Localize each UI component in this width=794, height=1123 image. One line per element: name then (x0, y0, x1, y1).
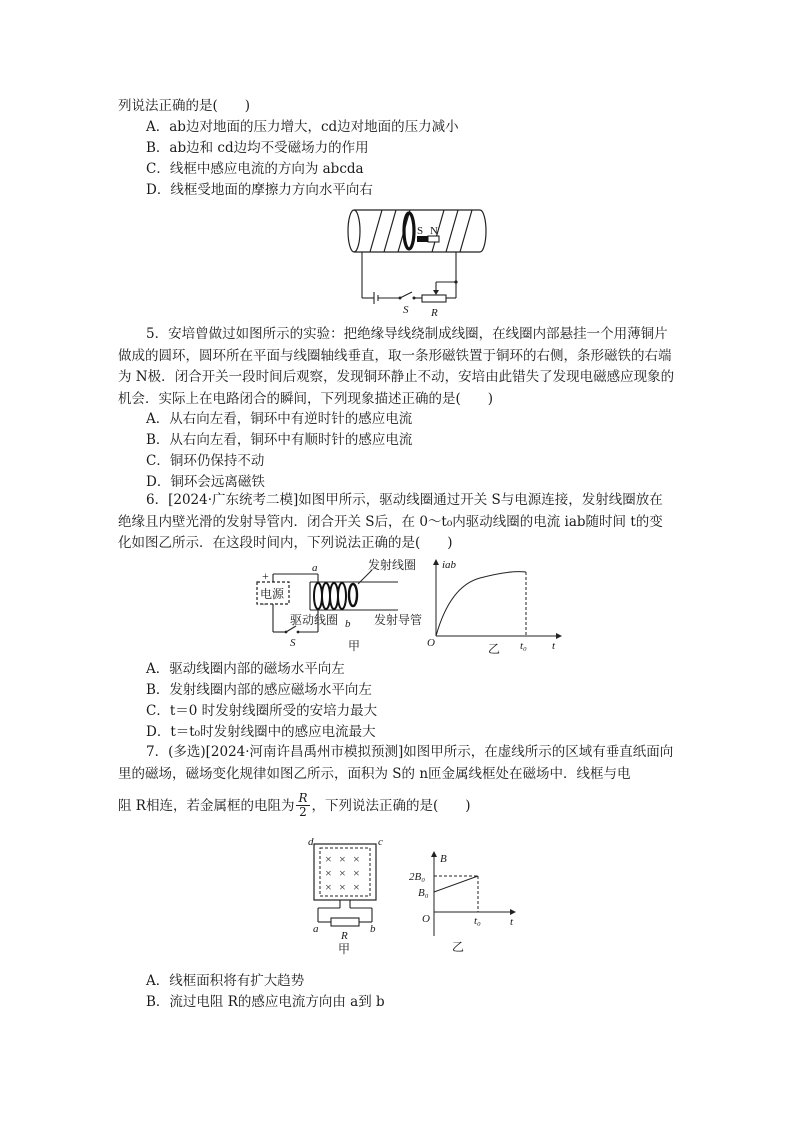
minus-sign: − (262, 597, 269, 611)
t0-tick-7: t₀ (474, 915, 481, 927)
svg-text:×: × (353, 866, 360, 880)
solenoid-figure (340, 200, 500, 320)
switch-s-label: S (403, 304, 409, 316)
switch-s-label-6: S (290, 637, 296, 649)
resistor-r-label: R (431, 307, 438, 319)
q6-figure-jia (252, 556, 432, 656)
q6-option-c: C．t＝0 时发射线圈所受的安培力最大 (146, 703, 378, 719)
q5-option-c: C．铜环仍保持不动 (146, 453, 265, 469)
corner-d-label: d (308, 836, 314, 848)
q4-option-c: C．线框中感应电流的方向为 abcda (146, 161, 364, 177)
two-b0-tick: 2B₀ (409, 871, 426, 883)
q6-option-a: A．驱动线圈内部的磁场水平向左 (146, 661, 345, 677)
q6-option-b: B．发射线圈内部的感应磁场水平向左 (146, 682, 372, 698)
yi-label-7: 乙 (452, 940, 465, 954)
svg-text:×: × (339, 866, 346, 880)
fraction-r-over-2: R 2 (298, 791, 308, 819)
svg-text:×: × (325, 880, 332, 894)
svg-text:×: × (339, 852, 346, 866)
tube-label: 发射导管 (374, 613, 423, 627)
yi-caption: 乙 (488, 642, 501, 656)
q7-stem-line1: 7．(多选)[2024·河南许昌禹州市模拟预测]如图甲所示，在虚线所示的区域有垂直纸面向里的磁场，磁场变化规律如图乙所示，面积为 S的 n匝金属线框处在磁场中．线框与电 (118, 744, 674, 782)
origin-7: O (422, 913, 430, 925)
q4-option-d: D．线框受地面的摩擦力方向水平向右 (146, 182, 373, 198)
q6-option-d: D．t＝t₀时发射线圈中的感应电流最大 (146, 724, 376, 740)
q5-stem: 5．安培曾做过如图所示的实验：把绝缘导线绕制成线圈，在线圈内部悬挂一个用薄铜片做成的圆环，圆环所在平面与线圈轴线垂直，取一条形磁铁置于铜环的右侧，条形磁铁的右端为 N极．闭合开关一段时间后观察，发现铜环静止不动，安培由此错失了发现电磁感应现象的机会．实际上在电路闭合的瞬间，下列现象描述正确的是( ) (118, 326, 675, 407)
resistor-r-7: R (341, 930, 348, 942)
drive-coil-label: 驱动线圈 (290, 613, 339, 627)
q5-option-b: B．从右向左看，铜环中有顺时针的感应电流 (146, 432, 413, 448)
plus-sign: + (262, 569, 269, 583)
b0-tick: B₀ (418, 887, 429, 899)
terminal-b-7: b (370, 923, 376, 935)
q5-option-d: D．铜环会远离磁铁 (146, 474, 265, 490)
terminal-b-label: b (345, 618, 351, 630)
t-axis-label-7: t (510, 916, 514, 928)
corner-c-label: c (378, 836, 383, 848)
yi-t-label: t (552, 640, 556, 652)
svg-text:×: × (339, 880, 346, 894)
magnet-s-label: S (417, 225, 424, 237)
yi-y-axis-label: iab (442, 559, 457, 571)
svg-text:×: × (353, 880, 360, 894)
svg-text:×: × (325, 866, 332, 880)
q6-stem: 6．[2024·广东统考二模]如图甲所示，驱动线圈通过开关 S与电源连接，发射线圈放在绝缘且内壁光滑的发射导管内．闭合开关 S后，在 0～t₀内驱动线圈的电流 iab随时间 t的变化如图乙所示．在这段时间内，下列说法正确的是( ) (118, 492, 663, 551)
power-label: 电源 (260, 587, 285, 601)
magnet-n-label: N (430, 225, 438, 237)
jia-label-7: 甲 (338, 942, 351, 956)
jia-label-6: 甲 (348, 639, 361, 653)
svg-text:×: × (325, 852, 332, 866)
q7-figure-jia (300, 836, 390, 958)
launch-coil-label: 发射线圈 (368, 558, 417, 572)
b-axis-label: B (440, 853, 447, 865)
q7-option-a: A．线框面积将有扩大趋势 (146, 973, 305, 989)
q5-option-a: A．从右向左看，铜环中有逆时针的感应电流 (146, 411, 413, 427)
q7-figure-yi (400, 850, 522, 954)
q7-option-b: B．流过电阻 R的感应电流方向由 a到 b (146, 994, 385, 1010)
svg-text:×: × (353, 852, 360, 866)
field-crosses (325, 852, 360, 894)
q7-stem-line2: 阻 R相连，若金属框的电阻为 R 2 ，下列说法正确的是( ) (118, 791, 471, 819)
q4-option-a: A．ab边对地面的压力增大，cd边对地面的压力减小 (146, 119, 459, 135)
yi-t0-label: t₀ (520, 640, 527, 652)
q6-figure-yi (420, 556, 570, 656)
q4-option-b: B．ab边和 cd边均不受磁场力的作用 (146, 140, 369, 156)
terminal-a-7: a (313, 923, 319, 935)
q4-stem-end: 列说法正确的是( ) (118, 98, 251, 114)
terminal-a-label: a (312, 562, 318, 574)
yi-origin: O (427, 637, 435, 649)
